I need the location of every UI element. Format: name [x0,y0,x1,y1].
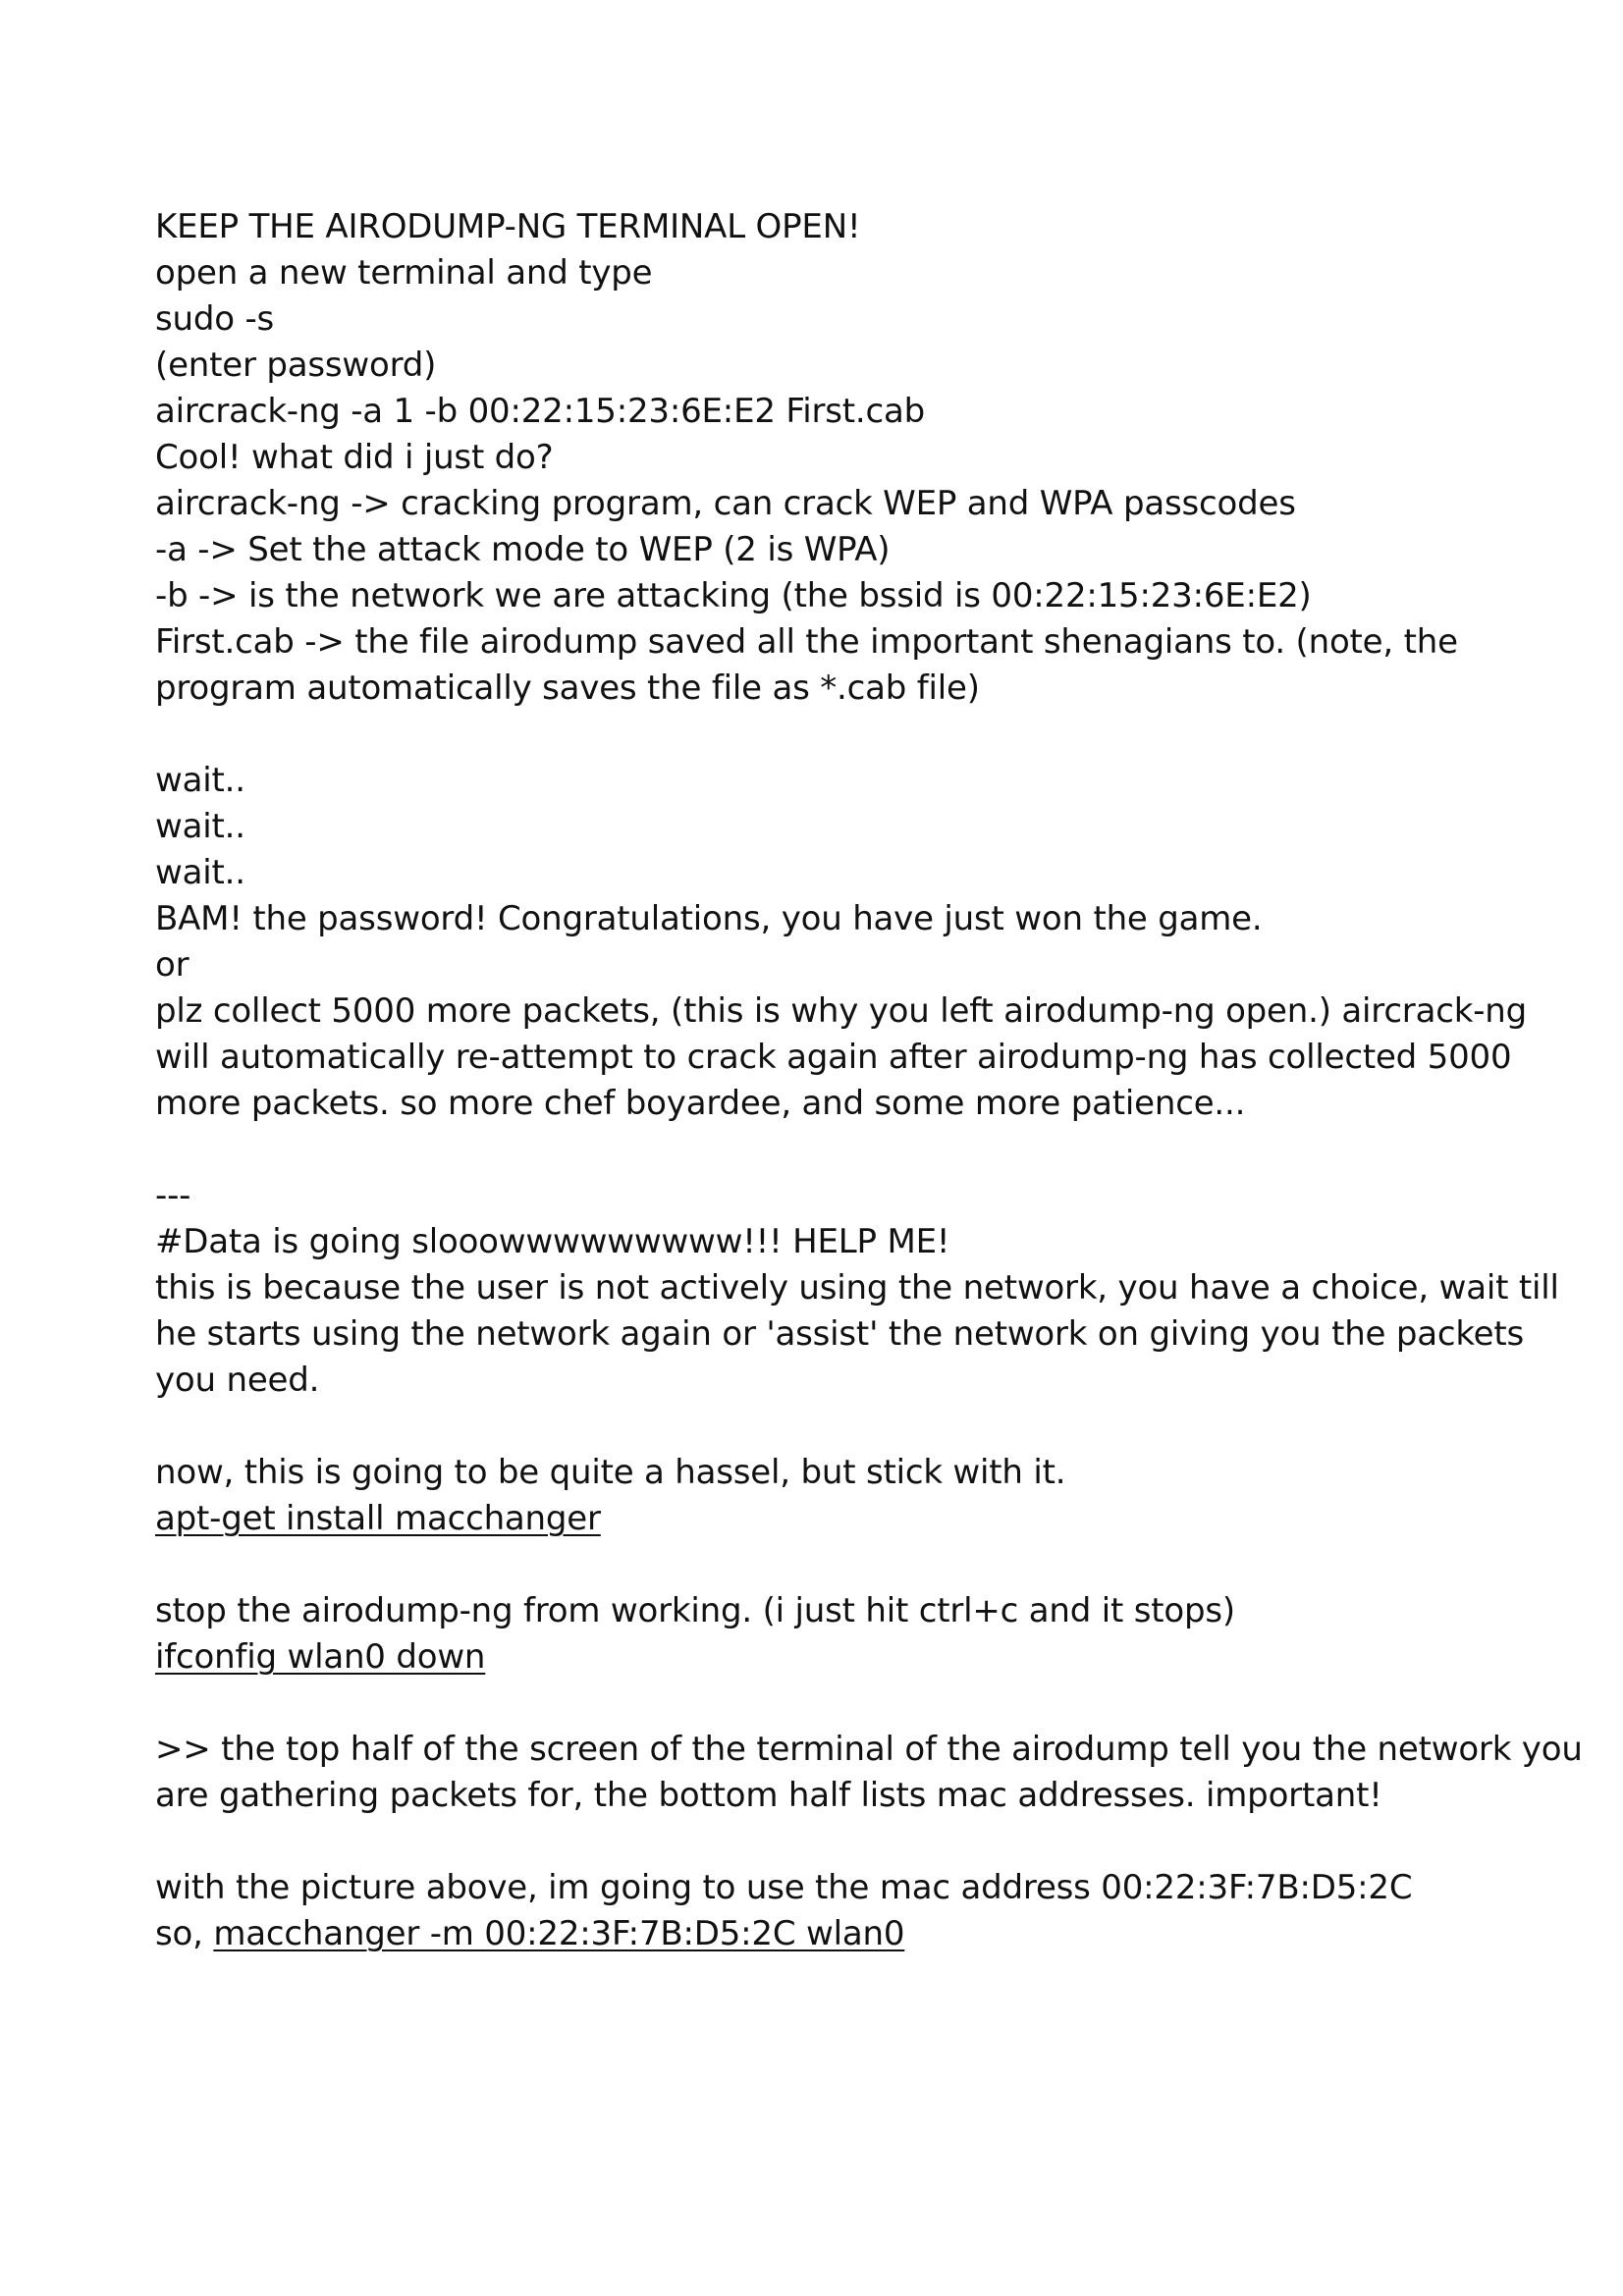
paragraph-gap [155,1404,1530,1450]
command-line [155,1634,1530,1681]
paragraph-gap [155,1819,1530,1865]
text-line: -b -> is the network we are attacking (the bssid is 00:22:15:23:6E:E2) [155,576,1312,615]
text-line: >> the top half of the screen of the terminal of the airodump tell you the network you [155,1730,1583,1769]
divider-text: --- [155,1176,191,1215]
text-line: he starts using the network again or 'assist' the network on giving you the packets [155,1314,1525,1354]
text-line: you need. [155,1361,320,1400]
text-line: open a new terminal and type [155,253,653,293]
command-prefix: so, [155,1914,214,1953]
section-slow-data [155,1173,1559,1404]
command-line: sudo -s [155,299,275,339]
macchanger-command: macchanger -m 00:22:3F:7B:D5:2C wlan0 [213,1914,905,1953]
paragraph-gap [155,1127,1530,1173]
paragraph-gap [155,712,1530,758]
text-line: will automatically re-attempt to crack again after airodump-ng has collected 5000 [155,1038,1512,1077]
section-install [155,1450,1530,1542]
ifconfig-command: ifconfig wlan0 down [155,1637,486,1677]
text-line: with the picture above, im going to use the mac address 00:22:3F:7B:D5:2C [155,1868,1413,1907]
text-line: more packets. so more chef boyardee, and some more patience... [155,1084,1246,1123]
paragraph-gap [155,1542,1530,1588]
text-line: wait.. [155,807,245,846]
text-line: -a -> Set the attack mode to WEP (2 is WPA) [155,530,891,569]
text-line: stop the airodump-ng from working. (i just hit ctrl+c and it stops) [155,1591,1235,1630]
text-line: now, this is going to be quite a hassel, but stick with it. [155,1453,1066,1492]
text-line: plz collect 5000 more packets, (this is why you left airodump-ng open.) aircrack-ng [155,991,1528,1031]
text-line: program automatically saves the file as *.cab file) [155,668,980,708]
text-line: BAM! the password! Congratulations, you have just won the game. [155,899,1263,938]
paragraph-gap [155,1681,1530,1727]
text-line: (enter password) [155,346,437,385]
text-line: aircrack-ng -> cracking program, can crack WEP and WPA passcodes [155,484,1296,523]
install-command: apt-get install macchanger [155,1499,601,1538]
command-line [155,1911,1530,1957]
text-line: Cool! what did i just do? [155,438,554,477]
heading-keep-open: KEEP THE AIRODUMP-NG TERMINAL OPEN! [155,207,861,246]
command-line: aircrack-ng -a 1 -b 00:22:15:23:6E:E2 First.cab [155,392,926,431]
section-wait [155,758,1530,1127]
text-line: wait.. [155,853,245,892]
text-line: wait.. [155,761,245,800]
text-line: First.cab -> the file airodump saved all the important shenagians to. (note, the [155,622,1458,662]
section-explain [155,1727,1583,1819]
text-line: this is because the user is not actively using the network, you have a choice, wait till [155,1268,1559,1308]
section-macchanger [155,1865,1530,1957]
text-line: are gathering packets for, the bottom half lists mac addresses. important! [155,1776,1382,1815]
section-stop [155,1588,1530,1681]
command-line [155,1496,1530,1542]
document-body [155,204,1583,1957]
text-line: or [155,945,189,985]
section-crack-command [155,204,1530,712]
section-heading: #Data is going slooowwwwwwwww!!! HELP ME! [155,1222,950,1261]
